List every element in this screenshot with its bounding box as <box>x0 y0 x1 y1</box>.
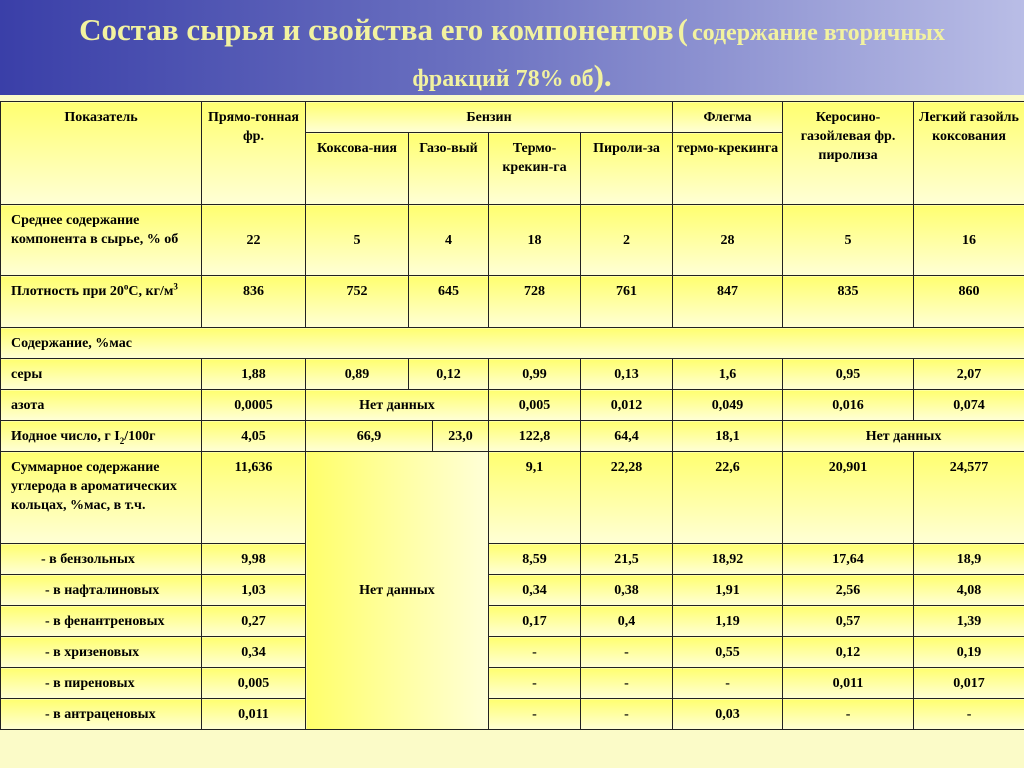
cell: - <box>581 699 673 730</box>
cell: 21,5 <box>581 544 673 575</box>
header-gas: Газо-вый <box>409 133 489 205</box>
cell: 0,016 <box>783 390 914 421</box>
cell: 0,0005 <box>202 390 306 421</box>
cell: 0,03 <box>673 699 783 730</box>
cell-no-data: Нет данных <box>783 421 1024 452</box>
cell: 1,6 <box>673 359 783 390</box>
row-label-benzene: - в бензольных <box>1 544 202 575</box>
cell: - <box>581 668 673 699</box>
cell: 0,17 <box>489 606 581 637</box>
cell: - <box>489 699 581 730</box>
cell: 22,6 <box>673 452 783 544</box>
cell: 0,57 <box>783 606 914 637</box>
cell: 2,07 <box>914 359 1024 390</box>
slide-title <box>0 0 1024 95</box>
cell: 2 <box>581 205 673 276</box>
cell-no-data: Нет данных <box>306 390 489 421</box>
row-label-chrysene: - в хризеновых <box>1 637 202 668</box>
cell: 0,011 <box>202 699 306 730</box>
cell: 66,9 <box>306 421 433 452</box>
cell: 0,27 <box>202 606 306 637</box>
cell: 24,577 <box>914 452 1024 544</box>
cell: 0,55 <box>673 637 783 668</box>
cell: 1,19 <box>673 606 783 637</box>
title-main: Состав сырья и свойства его компонентов <box>79 12 674 47</box>
cell: 9,1 <box>489 452 581 544</box>
cell: 9,98 <box>202 544 306 575</box>
cell: 0,89 <box>306 359 409 390</box>
cell: 28 <box>673 205 783 276</box>
cell: 5 <box>306 205 409 276</box>
cell: 1,88 <box>202 359 306 390</box>
header-straight-run: Прямо-гонная фр. <box>202 102 306 205</box>
row-label-average: Среднее содержание компонента в сырье, % об <box>1 205 202 276</box>
cell: 645 <box>409 276 489 328</box>
cell: 0,19 <box>914 637 1024 668</box>
cell: 22,28 <box>581 452 673 544</box>
header-phlegm: Флегма <box>673 102 783 133</box>
cell: 11,636 <box>202 452 306 544</box>
cell: 8,59 <box>489 544 581 575</box>
cell: 23,0 <box>433 421 489 452</box>
title-paren-close: ). <box>593 58 612 93</box>
cell: 4 <box>409 205 489 276</box>
density-label-b: С, кг/м <box>128 284 174 299</box>
cell: 0,34 <box>489 575 581 606</box>
cell: 0,12 <box>783 637 914 668</box>
row-label-iodine <box>1 421 202 452</box>
cell: - <box>914 699 1024 730</box>
title-paren-open: ( <box>677 12 688 47</box>
density-label-a: Плотность при 20 <box>11 284 124 299</box>
cell: 0,005 <box>202 668 306 699</box>
cell: 835 <box>783 276 914 328</box>
cell: 728 <box>489 276 581 328</box>
cell: - <box>489 668 581 699</box>
cell: 0,011 <box>783 668 914 699</box>
cell: 0,34 <box>202 637 306 668</box>
cell: 0,017 <box>914 668 1024 699</box>
cell: 4,05 <box>202 421 306 452</box>
header-kerosene: Керосино-газойлевая фр. пиролиза <box>783 102 914 205</box>
iodine-label-b: /100г <box>124 429 156 444</box>
cell: 22 <box>202 205 306 276</box>
cell: 20,901 <box>783 452 914 544</box>
cell: 16 <box>914 205 1024 276</box>
cell: 1,91 <box>673 575 783 606</box>
row-label-density <box>1 276 202 328</box>
cell: 860 <box>914 276 1024 328</box>
header-indicator: Показатель <box>1 102 202 205</box>
cell: 0,38 <box>581 575 673 606</box>
cell-no-data-merged: Нет данных <box>306 452 489 730</box>
cell: 18,1 <box>673 421 783 452</box>
cell: 64,4 <box>581 421 673 452</box>
row-label-phenanthrene: - в фенантреновых <box>1 606 202 637</box>
cell: 1,03 <box>202 575 306 606</box>
cell: 0,074 <box>914 390 1024 421</box>
cell: 0,4 <box>581 606 673 637</box>
title-sub2: фракций 78% об <box>412 66 594 92</box>
cell: - <box>489 637 581 668</box>
row-label-sulfur: серы <box>1 359 202 390</box>
cell: 2,56 <box>783 575 914 606</box>
cell: 0,99 <box>489 359 581 390</box>
iodine-sub: 2 <box>119 435 125 446</box>
header-thermo: Термо-крекин-га <box>489 133 581 205</box>
cell: 847 <box>673 276 783 328</box>
cell: 18 <box>489 205 581 276</box>
cell: 17,64 <box>783 544 914 575</box>
header-light-gasoil: Легкий газойль коксования <box>914 102 1024 205</box>
header-pyrolysis: Пироли-за <box>581 133 673 205</box>
cell: - <box>673 668 783 699</box>
cell: 836 <box>202 276 306 328</box>
density-sup-degree: о <box>123 281 129 292</box>
row-label-nitrogen: азота <box>1 390 202 421</box>
cell: 0,049 <box>673 390 783 421</box>
cell: 18,92 <box>673 544 783 575</box>
composition-table <box>0 101 1024 730</box>
cell: 5 <box>783 205 914 276</box>
header-coking: Коксова-ния <box>306 133 409 205</box>
cell: 0,012 <box>581 390 673 421</box>
cell: - <box>581 637 673 668</box>
cell: 0,12 <box>409 359 489 390</box>
row-label-pyrene: - в пиреновых <box>1 668 202 699</box>
row-label-content: Содержание, %мас <box>1 328 1024 359</box>
row-label-naphthalene: - в нафталиновых <box>1 575 202 606</box>
cell: 1,39 <box>914 606 1024 637</box>
header-phlegm-sub: термо-крекинга <box>673 133 783 205</box>
cell: 0,13 <box>581 359 673 390</box>
cell: - <box>783 699 914 730</box>
cell: 18,9 <box>914 544 1024 575</box>
cell: 0,95 <box>783 359 914 390</box>
cell: 761 <box>581 276 673 328</box>
row-label-aromatic: Суммарное содержание углерода в ароматических кольцах, %мас, в т.ч. <box>1 452 202 544</box>
cell: 122,8 <box>489 421 581 452</box>
cell: 4,08 <box>914 575 1024 606</box>
title-sub1: содержание вторичных <box>691 20 945 46</box>
iodine-label-a: Иодное число, г I <box>11 429 120 444</box>
density-sup-cube: 3 <box>173 281 178 292</box>
header-gasoline: Бензин <box>306 102 673 133</box>
row-label-anthracene: - в антраценовых <box>1 699 202 730</box>
cell: 752 <box>306 276 409 328</box>
cell: 0,005 <box>489 390 581 421</box>
